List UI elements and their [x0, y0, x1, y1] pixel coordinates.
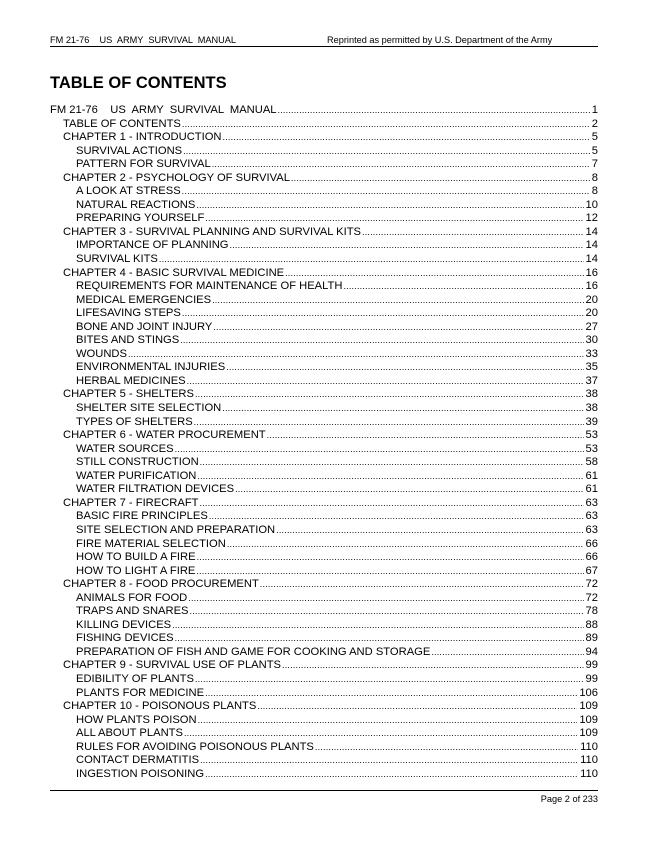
toc-entry[interactable]	[50, 700, 598, 714]
toc-entry-page-number: 14	[585, 239, 598, 252]
toc-entry-page-number: 67	[585, 564, 598, 577]
toc-entry[interactable]	[50, 714, 598, 728]
toc-entry-label: HOW PLANTS POISON	[76, 713, 197, 726]
toc-entry-label: CONTACT DERMATITIS	[76, 754, 200, 767]
toc-entry[interactable]	[50, 402, 598, 416]
toc-dot-leader	[182, 307, 584, 321]
toc-entry-page-number: 72	[585, 591, 598, 604]
toc-entry-label: FM 21-76 US ARMY SURVIVAL MANUAL	[50, 104, 277, 116]
page-number: Page 2 of 233	[540, 794, 598, 804]
toc-entry-page-number: 99	[585, 672, 598, 685]
toc-entry[interactable]	[50, 307, 598, 321]
toc-entry-page-number: 99	[585, 659, 598, 672]
toc-entry-label: ALL ABOUT PLANTS	[76, 727, 183, 740]
toc-dot-leader	[190, 605, 584, 619]
toc-entry-label: CHAPTER 10 - POISONOUS PLANTS	[63, 700, 257, 713]
toc-dot-leader	[188, 592, 583, 606]
toc-entry-label: CHAPTER 6 - WATER PROCUREMENT	[63, 429, 266, 442]
page-header	[50, 34, 598, 47]
toc-entry-label: STILL CONSTRUCTION	[76, 456, 199, 469]
toc-entry-page-number: 110	[580, 754, 598, 767]
toc-entry-page-number: 61	[585, 469, 598, 482]
toc-entry[interactable]	[50, 334, 598, 348]
toc-entry-label: FIRE MATERIAL SELECTION	[76, 537, 226, 550]
toc-dot-leader	[196, 565, 583, 579]
toc-entry-page-number: 33	[585, 347, 598, 360]
toc-dot-leader	[183, 145, 590, 159]
toc-entry[interactable]	[50, 104, 598, 118]
toc-entry[interactable]	[50, 551, 598, 565]
toc-entry[interactable]	[50, 605, 598, 619]
toc-entry[interactable]	[50, 456, 598, 470]
toc-entry[interactable]	[50, 239, 598, 253]
toc-entry[interactable]	[50, 226, 598, 240]
toc-dot-leader	[223, 131, 590, 145]
toc-dot-leader	[315, 741, 578, 755]
toc-dot-leader	[267, 429, 584, 443]
toc-entry[interactable]	[50, 253, 598, 267]
toc-dot-leader	[431, 646, 583, 660]
toc-dot-leader	[257, 700, 577, 714]
toc-entry-page-number: 5	[591, 131, 598, 144]
toc-entry-page-number: 61	[585, 483, 598, 496]
toc-dot-leader	[197, 470, 583, 484]
toc-entry[interactable]	[50, 565, 598, 579]
toc-entry[interactable]	[50, 443, 598, 457]
toc-dot-leader	[282, 659, 584, 673]
toc-entry-page-number: 16	[585, 280, 598, 293]
toc-entry-label: LIFESAVING STEPS	[76, 307, 181, 320]
toc-entry-label: PLANTS FOR MEDICINE	[76, 686, 205, 699]
toc-dot-leader	[209, 510, 584, 524]
toc-entry-page-number: 94	[585, 645, 598, 658]
toc-entry-page-number: 16	[585, 266, 598, 279]
toc-entry-page-number: 109	[579, 713, 598, 726]
toc-entry[interactable]	[50, 524, 598, 538]
toc-dot-leader	[198, 714, 578, 728]
toc-entry[interactable]	[50, 673, 598, 687]
toc-entry-page-number: 63	[585, 496, 598, 509]
toc-entry-page-number: 1	[591, 104, 598, 116]
toc-entry[interactable]	[50, 185, 598, 199]
toc-entry-label: WATER PURIFICATION	[76, 469, 197, 482]
toc-dot-leader	[278, 104, 590, 118]
toc-entry[interactable]	[50, 768, 598, 782]
toc-entry-label: SITE SELECTION AND PREPARATION	[76, 523, 276, 536]
toc-entry[interactable]	[50, 470, 598, 484]
toc-dot-leader	[226, 361, 583, 375]
toc-entry[interactable]	[50, 348, 598, 362]
toc-entry-label: KILLING DEVICES	[76, 618, 172, 631]
toc-entry[interactable]	[50, 619, 598, 633]
toc-entry-page-number: 20	[585, 293, 598, 306]
toc-entry-label: SURVIVAL KITS	[76, 253, 158, 266]
toc-entry-label: RULES FOR AVOIDING POISONOUS PLANTS	[76, 740, 314, 753]
toc-entry[interactable]	[50, 158, 598, 172]
toc-dot-leader	[194, 416, 584, 430]
toc-dot-leader	[285, 267, 583, 281]
toc-entry-label: CHAPTER 9 - SURVIVAL USE OF PLANTS	[63, 659, 282, 672]
toc-entry[interactable]	[50, 429, 598, 443]
toc-entry-label: BONE AND JOINT INJURY	[76, 320, 213, 333]
toc-entry-page-number: 8	[591, 185, 598, 198]
toc-entry[interactable]	[50, 212, 598, 226]
toc-entry-page-number: 63	[585, 523, 598, 536]
toc-entry-label: TABLE OF CONTENTS	[63, 117, 181, 130]
header-manual-title: FM 21-76 US ARMY SURVIVAL MANUAL	[50, 35, 237, 45]
toc-entry-label: TRAPS AND SNARES	[76, 605, 189, 618]
toc-dot-leader	[205, 212, 583, 226]
toc-dot-leader	[212, 158, 590, 172]
toc-entry-page-number: 109	[579, 700, 598, 713]
toc-entry-page-number: 38	[585, 388, 598, 401]
toc-entry-label: BITES AND STINGS	[76, 334, 180, 347]
toc-dot-leader	[276, 524, 583, 538]
toc-dot-leader	[205, 768, 578, 782]
toc-entry[interactable]	[50, 416, 598, 430]
toc-entry-label: BASIC FIRE PRINCIPLES	[76, 510, 208, 523]
toc-entry-page-number: 10	[585, 198, 598, 211]
toc-dot-leader	[235, 483, 583, 497]
toc-entry-label: NATURAL REACTIONS	[76, 198, 196, 211]
toc-dot-leader	[184, 727, 577, 741]
toc-dot-leader	[200, 497, 584, 511]
toc-entry-page-number: 72	[585, 578, 598, 591]
page-title: TABLE OF CONTENTS	[50, 74, 227, 92]
toc-entry-label: HERBAL MEDICINES	[76, 374, 186, 387]
toc-entry-label: A LOOK AT STRESS	[76, 185, 181, 198]
toc-entry-label: CHAPTER 2 - PSYCHOLOGY OF SURVIVAL	[63, 171, 290, 184]
toc-dot-leader	[187, 375, 584, 389]
toc-entry-page-number: 30	[585, 334, 598, 347]
toc-entry[interactable]	[50, 388, 598, 402]
toc-entry[interactable]	[50, 632, 598, 646]
toc-entry-label: IMPORTANCE OF PLANNING	[76, 239, 229, 252]
toc-entry-label: EDIBILITY OF PLANTS	[76, 672, 194, 685]
toc-entry-label: CHAPTER 3 - SURVIVAL PLANNING AND SURVIVAL KITS	[63, 225, 361, 238]
toc-entry-label: CHAPTER 5 - SHELTERS	[63, 388, 194, 401]
toc-entry-label: CHAPTER 8 - FOOD PROCUREMENT	[63, 578, 259, 591]
toc-entry-page-number: 20	[585, 307, 598, 320]
toc-dot-leader	[159, 253, 584, 267]
toc-entry-label: REQUIREMENTS FOR MAINTENANCE OF HEALTH	[76, 280, 343, 293]
toc-entry-page-number: 53	[585, 442, 598, 455]
toc-dot-leader	[195, 388, 584, 402]
toc-entry-label: WATER SOURCES	[76, 442, 174, 455]
toc-entry-page-number: 27	[585, 320, 598, 333]
toc-entry-page-number: 35	[585, 361, 598, 374]
toc-entry-label: INGESTION POISONING	[76, 767, 205, 780]
toc-entry[interactable]	[50, 375, 598, 389]
toc-dot-leader	[222, 402, 583, 416]
toc-entry[interactable]	[50, 687, 598, 701]
toc-entry-page-number: 7	[591, 158, 598, 171]
toc-entry[interactable]	[50, 361, 598, 375]
header-reprint-notice: Reprinted as permitted by U.S. Department of the Army	[327, 35, 553, 45]
toc-entry-page-number: 89	[585, 632, 598, 645]
toc-entry-label: SURVIVAL ACTIONS	[76, 144, 183, 157]
toc-entry[interactable]	[50, 118, 598, 132]
toc-entry-label: ENVIRONMENTAL INJURIES	[76, 361, 226, 374]
toc-dot-leader	[172, 619, 583, 633]
toc-entry-page-number: 78	[585, 605, 598, 618]
toc-entry-label: SHELTER SITE SELECTION	[76, 402, 222, 415]
toc-entry-page-number: 8	[591, 171, 598, 184]
toc-entry-label: ANIMALS FOR FOOD	[76, 591, 188, 604]
toc-entry-label: WATER FILTRATION DEVICES	[76, 483, 235, 496]
toc-entry-page-number: 106	[579, 686, 598, 699]
toc-entry-label: HOW TO LIGHT A FIRE	[76, 564, 196, 577]
toc-dot-leader	[175, 632, 584, 646]
toc-entry[interactable]	[50, 741, 598, 755]
toc-entry-page-number: 109	[579, 727, 598, 740]
toc-entry[interactable]	[50, 538, 598, 552]
toc-entry-page-number: 110	[580, 767, 598, 780]
toc-dot-leader	[230, 239, 584, 253]
toc-entry-page-number: 63	[585, 510, 598, 523]
toc-entry-page-number: 66	[585, 551, 598, 564]
toc-entry[interactable]	[50, 294, 598, 308]
toc-entry-page-number: 39	[585, 415, 598, 428]
toc-entry-page-number: 37	[585, 374, 598, 387]
toc-entry-label: WOUNDS	[76, 347, 127, 360]
toc-dot-leader	[196, 199, 583, 213]
toc-dot-leader	[362, 226, 584, 240]
toc-entry[interactable]	[50, 510, 598, 524]
toc-entry[interactable]	[50, 483, 598, 497]
toc-dot-leader	[182, 185, 590, 199]
toc-dot-leader	[260, 578, 584, 592]
toc-entry[interactable]	[50, 267, 598, 281]
toc-dot-leader	[291, 172, 590, 186]
toc-dot-leader	[213, 321, 583, 335]
toc-dot-leader	[197, 551, 584, 565]
table-of-contents	[50, 104, 598, 781]
toc-dot-leader	[227, 538, 584, 552]
toc-dot-leader	[195, 673, 584, 687]
toc-entry[interactable]	[50, 131, 598, 145]
toc-dot-leader	[205, 687, 577, 701]
toc-entry[interactable]	[50, 321, 598, 335]
toc-entry[interactable]	[50, 646, 598, 660]
toc-entry-page-number: 14	[585, 253, 598, 266]
toc-entry-page-number: 53	[585, 429, 598, 442]
toc-dot-leader	[343, 280, 583, 294]
toc-entry-label: PATTERN FOR SURVIVAL	[76, 158, 211, 171]
toc-dot-leader	[175, 443, 584, 457]
toc-entry-label: FISHING DEVICES	[76, 632, 174, 645]
toc-entry-label: MEDICAL EMERGENCIES	[76, 293, 212, 306]
toc-entry-page-number: 14	[585, 225, 598, 238]
toc-entry-label: PREPARATION OF FISH AND GAME FOR COOKING AND STORAGE	[76, 645, 431, 658]
toc-entry-label: PREPARING YOURSELF	[76, 212, 205, 225]
toc-dot-leader	[200, 754, 578, 768]
toc-entry[interactable]	[50, 592, 598, 606]
toc-dot-leader	[182, 118, 590, 132]
toc-entry[interactable]	[50, 145, 598, 159]
toc-entry-page-number: 88	[585, 618, 598, 631]
toc-entry[interactable]	[50, 172, 598, 186]
toc-entry-label: TYPES OF SHELTERS	[76, 415, 193, 428]
toc-entry-page-number: 5	[591, 144, 598, 157]
toc-entry[interactable]	[50, 659, 598, 673]
toc-entry[interactable]	[50, 727, 598, 741]
toc-entry-page-number: 58	[585, 456, 598, 469]
toc-dot-leader	[128, 348, 584, 362]
toc-entry-page-number: 110	[580, 740, 598, 753]
toc-entry[interactable]	[50, 578, 598, 592]
toc-entry[interactable]	[50, 754, 598, 768]
toc-entry-page-number: 12	[585, 212, 598, 225]
toc-dot-leader	[200, 456, 584, 470]
toc-entry[interactable]	[50, 280, 598, 294]
page-footer	[50, 790, 598, 805]
toc-entry-page-number: 66	[585, 537, 598, 550]
toc-dot-leader	[212, 294, 583, 308]
toc-dot-leader	[180, 334, 583, 348]
toc-entry-label: CHAPTER 7 - FIRECRAFT	[63, 496, 199, 509]
toc-entry-page-number: 2	[591, 117, 598, 130]
toc-entry[interactable]	[50, 199, 598, 213]
toc-entry-page-number: 38	[585, 402, 598, 415]
toc-entry[interactable]	[50, 497, 598, 511]
toc-entry-label: CHAPTER 1 - INTRODUCTION	[63, 131, 222, 144]
toc-entry-label: CHAPTER 4 - BASIC SURVIVAL MEDICINE	[63, 266, 285, 279]
toc-entry-label: HOW TO BUILD A FIRE	[76, 551, 196, 564]
